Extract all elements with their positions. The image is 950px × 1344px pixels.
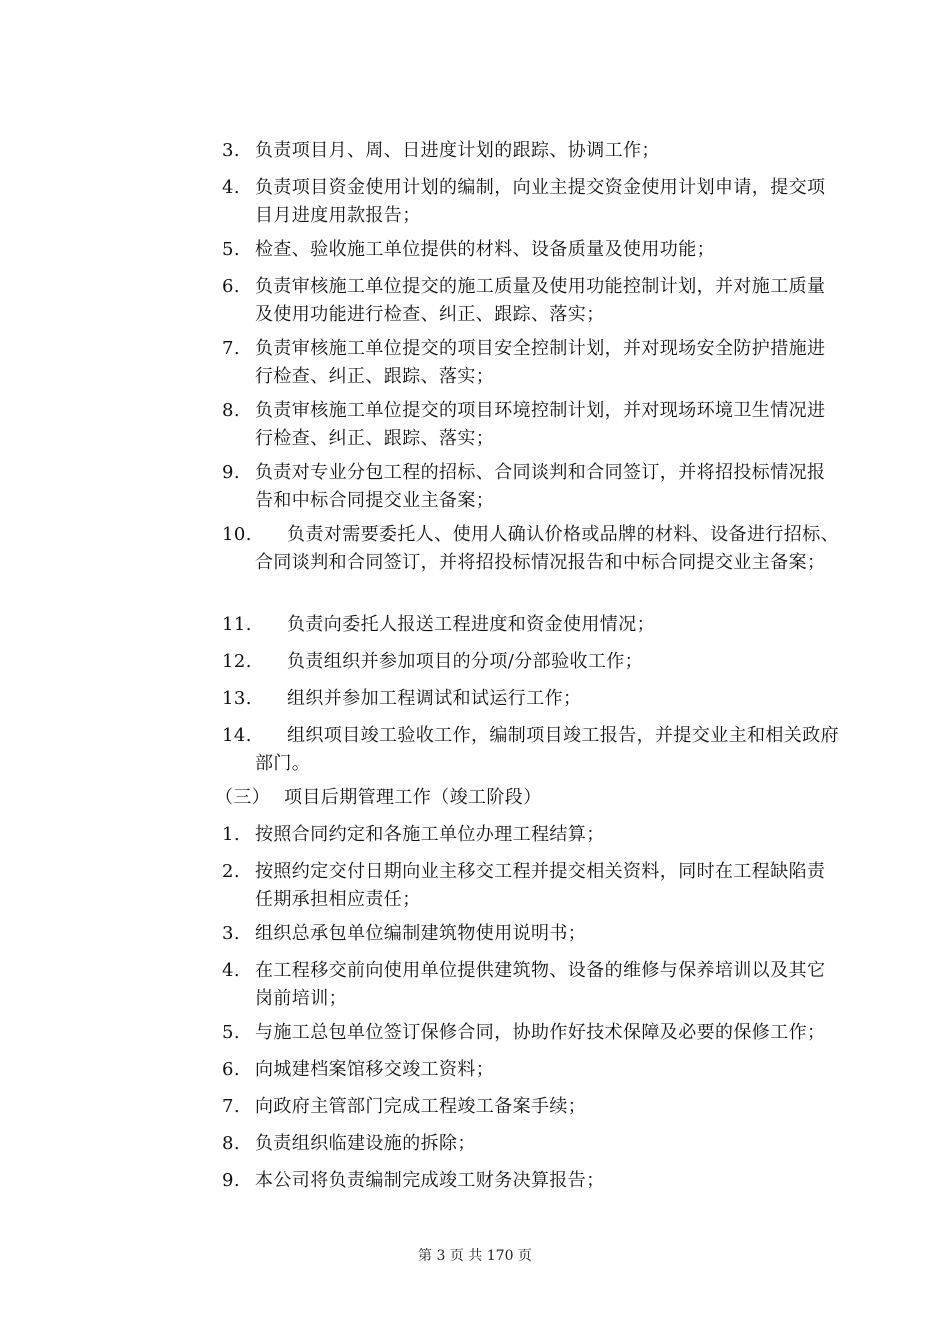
list-item (222, 611, 840, 639)
list-item (222, 858, 840, 914)
list-item-text: 检查、验收施工单位提供的材料、设备质量及使用功能； (255, 239, 715, 260)
list-item (222, 1130, 840, 1158)
list-item (222, 236, 840, 264)
list-item-text: 组织总承包单位编制建筑物使用说明书； (255, 923, 587, 944)
list-item (222, 335, 840, 391)
list-item-number: 9. (222, 462, 240, 483)
list-item-number: 12. (222, 651, 252, 672)
list-item-number: 5. (222, 1022, 240, 1043)
list-item-number: 8. (222, 1133, 240, 1154)
list-item-number: 8. (222, 400, 240, 421)
list-item-number: 2. (222, 861, 240, 882)
section-heading-number: （三） (215, 787, 271, 808)
list-item-text: 负责审核施工单位提交的项目环境控制计划，并对现场环境卫生情况进行检查、纠正、跟踪、落实； (255, 400, 826, 449)
list-item-text: 组织并参加工程调试和试运行工作； (287, 688, 582, 709)
list-item-number: 6. (222, 1059, 240, 1080)
list-item (222, 1056, 840, 1084)
list-item (222, 521, 840, 577)
page-footer: 第 3 页 共 170 页 (418, 1248, 532, 1264)
list-item (222, 137, 840, 165)
list-item (222, 920, 840, 948)
list-item-number: 4. (222, 960, 240, 981)
list-item-number: 9. (222, 1170, 240, 1191)
list-item-text: 与施工总包单位签订保修合同，协助作好技术保障及必要的保修工作； (255, 1022, 826, 1043)
list-item-text: 负责项目资金使用计划的编制，向业主提交资金使用计划申请，提交项目月进度用款报告； (255, 177, 826, 226)
list-item-text: 负责审核施工单位提交的项目安全控制计划，并对现场安全防护措施进行检查、纠正、跟踪、落实； (255, 338, 826, 387)
list-item-text: 向政府主管部门完成工程竣工备案手续； (255, 1096, 587, 1117)
list-item-text: 组织项目竣工验收工作，编制项目竣工报告，并提交业主和相关政府部门。 (255, 725, 839, 774)
list-item-number: 14. (222, 725, 252, 746)
list-item-number: 10. (222, 524, 252, 545)
list-item-text: 本公司将负责编制完成竣工财务决算报告； (255, 1170, 605, 1191)
list-item-text: 负责组织临建设施的拆除； (255, 1133, 476, 1154)
list-item (222, 459, 840, 515)
section-heading-title: 项目后期管理工作（竣工阶段） (284, 787, 542, 808)
list-item-text: 负责向委托人报送工程进度和资金使用情况； (287, 614, 655, 635)
list-item-number: 1. (222, 824, 240, 845)
list-item-text: 负责审核施工单位提交的施工质量及使用功能控制计划，并对施工质量及使用功能进行检查、纠正、跟踪、落实； (255, 276, 826, 325)
list-item-number: 3. (222, 140, 240, 161)
list-item-number: 3. (222, 923, 240, 944)
list-item-text: 负责对专业分包工程的招标、合同谈判和合同签订，并将招投标情况报告和中标合同提交业主备案； (255, 462, 826, 511)
list-item (222, 1167, 840, 1195)
list-item (222, 957, 840, 1013)
list-item (222, 722, 840, 778)
list-item (222, 1093, 840, 1121)
list-item-number: 7. (222, 338, 240, 359)
list-item-number: 7. (222, 1096, 240, 1117)
list-item-number: 4. (222, 177, 240, 198)
list-item-text: 负责组织并参加项目的分项/分部验收工作； (287, 651, 644, 672)
list-item-text: 负责项目月、周、日进度计划的跟踪、协调工作； (255, 140, 660, 161)
list-item (222, 648, 840, 676)
list-item (222, 821, 840, 849)
list-item-number: 6. (222, 276, 240, 297)
list-item (222, 174, 840, 230)
list-item (222, 397, 840, 453)
list-item-text: 在工程移交前向使用单位提供建筑物、设备的维修与保养培训以及其它岗前培训； (255, 960, 826, 1009)
list-item (222, 273, 840, 329)
list-item (222, 1019, 840, 1047)
list-item-number: 5. (222, 239, 240, 260)
list-item-text: 向城建档案馆移交竣工资料； (255, 1059, 495, 1080)
list-item (222, 685, 840, 713)
list-item-text: 负责对需要委托人、使用人确认价格或品牌的材料、设备进行招标、合同谈判和合同签订，并将招投标情况报告和中标合同提交业主备案； (255, 524, 839, 573)
list-item-number: 13. (222, 688, 252, 709)
list-item-number: 11. (222, 614, 252, 635)
list-item-text: 按照约定交付日期向业主移交工程并提交相关资料，同时在工程缺陷责任期承担相应责任； (255, 861, 826, 910)
list-item-text: 按照合同约定和各施工单位办理工程结算； (255, 824, 605, 845)
